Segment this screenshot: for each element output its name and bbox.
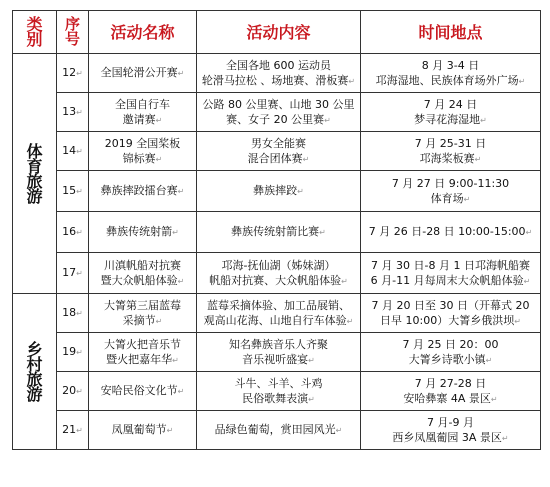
event-content-cell-line: 轮滑马拉松 、场地赛、滑板赛↵ [201, 73, 356, 87]
table-row [13, 333, 541, 372]
time-place-cell-line: 7 月 27-28 日 [414, 376, 487, 390]
time-place-cell-line: 体育场↵ [430, 191, 471, 205]
event-content-cell-line: 公路 80 公里赛、山地 30 公里 [202, 97, 355, 111]
time-place-cell-line: 7 月 25 日 20：00 [402, 337, 499, 351]
event-name-cell [89, 212, 197, 253]
event-content-cell [197, 294, 361, 333]
event-name-cell-line: 大箐火把音乐节 [104, 337, 181, 351]
event-content-cell-line: 斗牛、斗羊、斗鸡 [234, 376, 323, 390]
row-number: 16↵ [62, 225, 83, 238]
event-content-cell [197, 171, 361, 212]
event-content-cell [197, 54, 361, 93]
event-content-cell [197, 93, 361, 132]
event-content-cell-line: 彝族摔跤↵ [253, 184, 304, 197]
event-name-cell-line: 锦标赛↵ [122, 151, 163, 165]
time-place-cell [361, 333, 541, 372]
edit-mark: ↵ [302, 154, 310, 164]
row-number: 17↵ [62, 266, 83, 279]
event-name-cell-line: 彝族摔跤擂台赛↵ [100, 184, 185, 197]
event-name-cell-line: 暨大众帆船体验↵ [100, 273, 185, 287]
edit-mark: ↵ [308, 355, 315, 365]
event-content-cell-line: 观高山花海、山地自行车体验↵ [203, 313, 354, 327]
time-place-cell-line: 7 月 20 日至 30 日（开幕式 20 [371, 298, 530, 312]
event-name-cell [89, 171, 197, 212]
time-place-cell-line: 邛海桨板赛↵ [419, 151, 482, 165]
event-content-cell [197, 212, 361, 253]
table-row [13, 294, 541, 333]
edit-mark: ↵ [177, 276, 185, 286]
category-char: 游 [26, 384, 43, 404]
edit-mark: ↵ [485, 355, 493, 365]
category-char: 育 [26, 156, 43, 176]
row-number: 14↵ [62, 144, 83, 157]
edit-mark: ↵ [172, 228, 179, 237]
time-place-cell [361, 212, 541, 253]
time-place-cell-line: 西乡凤凰葡园 3A 景区↵ [392, 430, 509, 444]
time-place-cell-line: 7 月 27 日 9:00-11:30 [391, 176, 510, 190]
edit-mark: ↵ [319, 228, 326, 237]
time-place-cell-line: 7 月 30 日-8 月 1 日邛海帆船赛 [371, 258, 530, 272]
edit-mark: ↵ [76, 108, 83, 117]
edit-mark: ↵ [76, 228, 83, 237]
edit-mark: ↵ [76, 69, 83, 78]
event-content-cell-line: 知名彝族音乐人齐聚 [229, 337, 328, 351]
time-place-cell [361, 171, 541, 212]
category-cell-rural [13, 294, 57, 450]
number-cell [57, 171, 89, 212]
edit-mark: ↵ [335, 426, 343, 435]
event-name-cell-line: 安哈民俗文化节↵ [100, 384, 185, 397]
category-char: 游 [26, 186, 43, 206]
edit-mark: ↵ [76, 348, 83, 357]
number-header: 序 号 [57, 11, 89, 54]
number-cell [57, 372, 89, 411]
event-name-cell-line: 2019 全国桨板 [104, 136, 181, 150]
category-cell-sports [13, 54, 57, 294]
event-name-cell-line: 邀请赛↵ [122, 112, 163, 126]
edit-mark: ↵ [155, 316, 163, 326]
content-header: 活动内容 [197, 11, 361, 54]
time-place-cell [361, 372, 541, 411]
edit-mark: ↵ [76, 187, 83, 196]
category-char: 乡 [26, 339, 43, 359]
event-content-cell-line: 全国各地 600 运动员 [226, 58, 331, 72]
row-number: 20↵ [62, 384, 83, 397]
event-name-cell [89, 132, 197, 171]
event-name-cell-line: 全国轮滑公开赛↵ [100, 66, 185, 79]
time-place-cell-line: 安哈彝寨 4A 景区↵ [403, 391, 498, 405]
edit-mark: ↵ [324, 115, 331, 125]
table-row [13, 171, 541, 212]
event-name-cell [89, 411, 197, 450]
edit-mark: ↵ [177, 187, 185, 196]
event-content-cell-line: 民俗歌舞表演↵ [242, 391, 315, 405]
edit-mark: ↵ [76, 269, 83, 278]
table-row [13, 54, 541, 93]
edit-mark: ↵ [76, 309, 83, 318]
number-cell [57, 253, 89, 294]
event-name-cell-line: 凤凰葡萄节↵ [111, 423, 174, 436]
edit-mark: ↵ [155, 115, 163, 125]
event-content-cell-line: 混合团体赛↵ [247, 151, 310, 165]
edit-mark: ↵ [76, 387, 83, 396]
edit-mark: ↵ [76, 147, 83, 156]
edit-mark: ↵ [348, 76, 356, 86]
category-header: 类 别 [13, 11, 57, 54]
time-place-cell-line: 7 月 25-31 日 [414, 136, 487, 150]
number-cell [57, 294, 89, 333]
edit-mark: ↵ [501, 433, 509, 443]
edit-mark: ↵ [76, 426, 83, 435]
edit-mark: ↵ [480, 115, 487, 125]
time-place-cell [361, 294, 541, 333]
time-place-cell [361, 132, 541, 171]
time-place-header: 时间地点 [361, 11, 541, 54]
number-cell [57, 93, 89, 132]
edit-mark: ↵ [523, 276, 531, 286]
time-place-cell [361, 411, 541, 450]
time-place-cell [361, 93, 541, 132]
row-number: 12↵ [62, 66, 83, 79]
time-place-cell [361, 253, 541, 294]
number-cell [57, 212, 89, 253]
edit-mark: ↵ [514, 316, 521, 326]
event-name-cell-line: 暨火把嘉年华↵ [106, 352, 179, 366]
event-content-cell [197, 132, 361, 171]
event-content-cell-line: 品绿色葡萄，赏田园风光↵ [214, 423, 343, 436]
event-name-cell [89, 372, 197, 411]
event-content-cell [197, 253, 361, 294]
number-cell [57, 411, 89, 450]
edit-mark: ↵ [341, 276, 348, 286]
event-name-cell-line: 全国自行车 [115, 97, 170, 111]
event-content-cell-line: 赛、女子 20 公里赛↵ [226, 112, 331, 126]
table-row [13, 132, 541, 171]
table-row [13, 372, 541, 411]
header-row [13, 11, 541, 54]
table-row [13, 93, 541, 132]
row-number: 21↵ [62, 423, 83, 436]
row-number: 19↵ [62, 345, 83, 358]
time-place-cell [361, 54, 541, 93]
edit-mark: ↵ [525, 228, 533, 237]
edit-mark: ↵ [346, 316, 354, 326]
number-cell [57, 54, 89, 93]
edit-mark: ↵ [166, 426, 174, 435]
event-content-cell [197, 333, 361, 372]
event-name-cell-line: 采摘节↵ [122, 313, 163, 327]
edit-mark: ↵ [490, 394, 498, 404]
event-content-cell-line: 男女全能赛 [251, 136, 306, 150]
time-place-cell-line: 7 月-9 月 [427, 415, 474, 429]
time-place-cell-line: 8 月 3-4 日 [421, 58, 480, 72]
edit-mark: ↵ [518, 76, 526, 86]
event-schedule-table [12, 10, 541, 450]
row-number: 13↵ [62, 105, 83, 118]
event-name-cell [89, 333, 197, 372]
table-row [13, 411, 541, 450]
edit-mark: ↵ [177, 69, 185, 78]
event-name-cell [89, 294, 197, 333]
event-content-cell-line: 彝族传统射箭比赛↵ [231, 225, 326, 238]
number-cell [57, 132, 89, 171]
event-content-cell-line: 音乐视听盛宴↵ [242, 352, 315, 366]
table-row [13, 253, 541, 294]
event-content-cell [197, 411, 361, 450]
event-content-cell [197, 372, 361, 411]
edit-mark: ↵ [474, 154, 482, 164]
event-content-cell-line: 蓝莓采摘体验、加工品展销、 [207, 298, 350, 312]
time-place-cell-line: 邛海湿地、民族体育场外广场↵ [375, 73, 526, 87]
table-row [13, 212, 541, 253]
row-number: 15↵ [62, 184, 83, 197]
edit-mark: ↵ [297, 187, 304, 196]
edit-mark: ↵ [463, 194, 471, 204]
category-char: 体 [26, 141, 43, 161]
edit-mark: ↵ [155, 154, 163, 164]
edit-mark: ↵ [172, 355, 179, 365]
event-name-cell-line: 大箐第三届蓝莓 [104, 298, 181, 312]
row-number: 18↵ [62, 306, 83, 319]
event-name-cell [89, 93, 197, 132]
category-char: 村 [26, 354, 43, 374]
time-place-cell-line: 7 月 26 日-28 日 10:00-15:00↵ [368, 225, 533, 238]
time-place-cell-line: 7 月 24 日 [423, 97, 478, 111]
time-place-cell-line: 日早 10:00）大箐乡俄洪坝↵ [380, 313, 521, 327]
event-name-cell-line: 川滇帆船对抗赛 [104, 258, 181, 272]
category-char: 旅 [26, 171, 43, 191]
category-char: 旅 [26, 369, 43, 389]
event-name-cell [89, 253, 197, 294]
name-header: 活动名称 [89, 11, 197, 54]
event-name-cell-line: 彝族传统射箭↵ [106, 225, 179, 238]
time-place-cell-line: 6 月-11 月每周末大众帆船体验↵ [370, 273, 531, 287]
time-place-cell-line: 大箐乡诗歌小镇↵ [408, 352, 493, 366]
event-name-cell [89, 54, 197, 93]
event-content-cell-line: 邛海-抚仙湖（姊妹湖） [221, 258, 336, 272]
edit-mark: ↵ [308, 394, 315, 404]
edit-mark: ↵ [177, 387, 185, 396]
event-content-cell-line: 帆船对抗赛、大众帆船体验↵ [209, 273, 348, 287]
number-cell [57, 333, 89, 372]
time-place-cell-line: 梦寻花海湿地↵ [414, 112, 487, 126]
